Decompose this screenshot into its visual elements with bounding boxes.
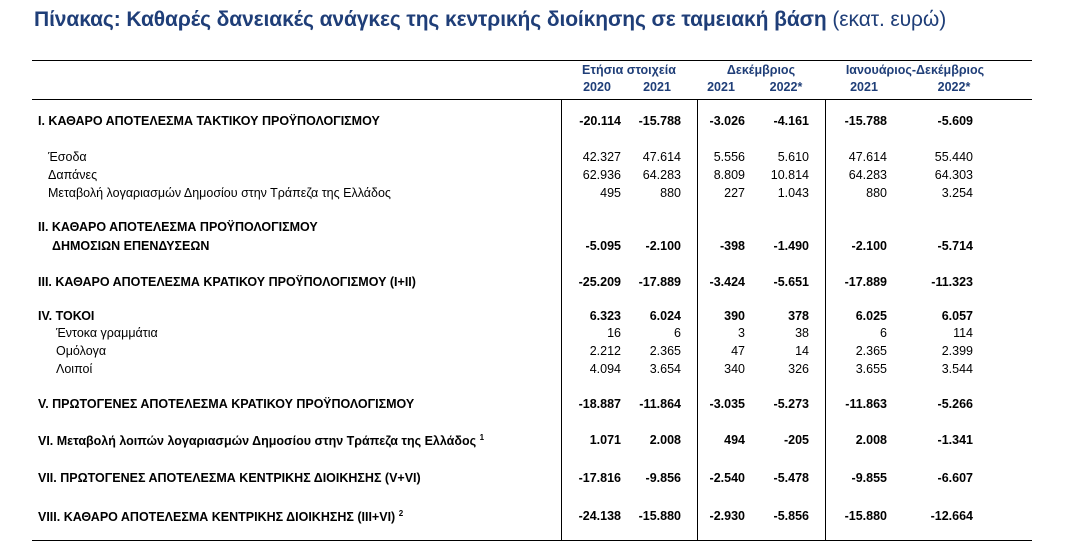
table-top-rule [32,60,1032,61]
table-cell: 2.212 [589,344,621,358]
table-cell: 3.655 [855,362,887,376]
row-label-text: Δαπάνες [48,168,98,182]
row-label [56,344,106,358]
table-row [0,309,1087,327]
table-cell: 5.556 [713,150,745,164]
table-cell: 6 [880,326,887,340]
row-label [38,433,484,448]
title-unit: (εκατ. ευρώ) [832,8,947,31]
footnote-marker: 1 [479,433,485,442]
table-cell: -15.880 [844,509,887,523]
row-label [52,239,209,253]
table-cell: 378 [788,309,809,323]
table-cell: -24.138 [578,509,621,523]
table-cell: 340 [724,362,745,376]
table-cell: 64.303 [934,168,973,182]
table-cell: -5.266 [937,397,973,411]
table-cell: 494 [724,433,745,447]
table-row [0,239,1087,257]
header-year: 2021 [643,80,671,94]
row-label [48,186,391,200]
table-row [0,509,1087,527]
row-label [38,220,318,234]
table-cell: -3.424 [709,275,745,289]
header-bottom-rule [32,99,1032,100]
table-cell: 2.365 [649,344,681,358]
table-cell: -12.664 [930,509,973,523]
table-cell: -15.880 [638,509,681,523]
row-label-text: VII. ΠΡΩΤΟΓΕΝΕΣ ΑΠΟΤΕΛΕΣΜΑ ΚΕΝΤΡΙΚΗΣ ΔΙΟΙΚΗΣΗΣ (V+VI) [38,471,421,485]
table-cell: 2.008 [649,433,681,447]
table-cell: -25.209 [578,275,621,289]
table-cell: 55.440 [934,150,973,164]
table-cell: 1.043 [777,186,809,200]
table-cell: -2.100 [645,239,681,253]
table-cell: 64.283 [642,168,681,182]
table-cell: 6.323 [589,309,621,323]
row-label-text: Μεταβολή λογαριασμών Δημοσίου στην Τράπεζα της Ελλάδος [48,186,391,200]
table-cell: 14 [795,344,809,358]
header-year: 2021 [850,80,878,94]
table-cell: -15.788 [844,114,887,128]
table-cell: -3.035 [709,397,745,411]
table-row [0,114,1087,132]
table-cell: -9.856 [645,471,681,485]
table-cell: 114 [953,326,973,340]
table-row [0,471,1087,489]
table-cell: 42.327 [582,150,621,164]
table-cell: 6.057 [941,309,973,323]
table-cell: 3.654 [649,362,681,376]
row-label-text: Ομόλογα [56,344,107,358]
table-cell: 8.809 [713,168,745,182]
table-cell: 6.025 [855,309,887,323]
title-main: Πίνακας: Καθαρές δανειακές ανάγκες της κεντρικής διοίκησης σε ταμειακή βάση [34,8,827,31]
table-cell: 47 [731,344,745,358]
table-cell: 2.399 [941,344,973,358]
table-cell: -1.490 [773,239,809,253]
table-cell: -15.788 [638,114,681,128]
table-cell: 5.610 [777,150,809,164]
row-label [48,150,87,164]
header-year: 2022* [937,80,971,94]
table-cell: 2.365 [855,344,887,358]
table-cell: 3.254 [941,186,973,200]
table-row [0,220,1087,238]
table-cell: -11.323 [931,275,973,289]
table-cell: 10.814 [770,168,809,182]
row-label-text: VI. Μεταβολή λοιπών λογαριασμών Δημοσίου στην Τράπεζα της Ελλάδος [38,434,477,449]
table-cell: -2.930 [709,509,745,523]
row-label [38,275,416,289]
table-cell: 38 [795,326,809,340]
row-label-text: Έσοδα [48,150,87,164]
row-label [38,309,94,323]
table-cell: 2.008 [855,433,887,447]
table-cell: -20.114 [579,114,621,128]
table-cell: -11.864 [639,397,681,411]
table-cell: -398 [719,239,745,253]
table-bottom-rule [32,540,1032,541]
row-label-text: II. ΚΑΘΑΡΟ ΑΠΟΤΕΛΕΣΜΑ ΠΡΟΫΠΟΛΟΓΙΣΜΟΥ [38,220,318,234]
row-label-text: I. ΚΑΘΑΡΟ ΑΠΟΤΕΛΕΣΜΑ ΤΑΚΤΙΚΟΥ ΠΡΟΫΠΟΛΟΓΙΣΜΟΥ [38,114,380,128]
header-group-annual: Ετήσια στοιχεία [582,63,676,77]
table-row [0,397,1087,415]
table-cell: -4.161 [773,114,809,128]
row-label-text: IV. ΤΟΚΟΙ [38,309,95,323]
header-year: 2020 [583,80,611,94]
table-row [0,433,1087,451]
row-label [38,509,403,524]
table-cell: 880 [660,186,681,200]
table-row [0,275,1087,293]
table-cell: 4.094 [589,362,621,376]
table-row [0,168,1087,186]
table-row [0,344,1087,362]
header-group-jan-dec: Ιανουάριος-Δεκέμβριος [845,63,985,77]
table-cell: -17.816 [578,471,621,485]
page-title [34,8,946,32]
table-cell: 16 [607,326,621,340]
row-label [48,168,97,182]
table-row [0,186,1087,204]
table-cell: 3.544 [941,362,973,376]
row-label-text: III. ΚΑΘΑΡΟ ΑΠΟΤΕΛΕΣΜΑ ΚΡΑΤΙΚΟΥ ΠΡΟΫΠΟΛΟΓΙΣΜΟΥ (I+II) [38,275,416,289]
table-cell: -5.856 [773,509,809,523]
table-cell: 1.071 [589,433,621,447]
table-row [0,150,1087,168]
row-label-text: Έντοκα γραμμάτια [56,326,158,340]
table-cell: -5.609 [937,114,973,128]
header-year: 2021 [707,80,735,94]
table-cell: -1.341 [937,433,973,447]
row-label-text: V. ΠΡΩΤΟΓΕΝΕΣ ΑΠΟΤΕΛΕΣΜΑ ΚΡΑΤΙΚΟΥ ΠΡΟΫΠΟΛΟΓΙΣΜΟΥ [38,397,415,411]
table-cell: -17.889 [638,275,681,289]
row-label [38,471,421,485]
table-cell: -5.095 [585,239,621,253]
table-cell: 6 [674,326,681,340]
table-cell: -2.100 [851,239,887,253]
row-label [56,362,92,376]
table-cell: 390 [724,309,745,323]
row-label [38,114,380,128]
table-cell: 326 [788,362,809,376]
table-cell: -5.651 [773,275,809,289]
table-cell: -2.540 [709,471,745,485]
table-cell: 47.614 [848,150,887,164]
table-cell: 47.614 [642,150,681,164]
table-cell: 3 [738,326,745,340]
table-cell: 62.936 [582,168,621,182]
table-cell: -5.273 [773,397,809,411]
table-cell: 880 [866,186,887,200]
table-cell: 495 [600,186,621,200]
table-cell: -5.478 [773,471,809,485]
header-year: 2022* [769,80,803,94]
table-cell: 64.283 [848,168,887,182]
table-row [0,362,1087,380]
table-cell: -11.863 [845,397,887,411]
row-label-text: Λοιποί [56,362,93,376]
table-cell: -5.714 [937,239,973,253]
table-cell: -205 [783,433,809,447]
table-cell: -3.026 [709,114,745,128]
table-cell: -17.889 [844,275,887,289]
footnote-marker: 2 [398,509,404,518]
table-cell: 227 [724,186,745,200]
table-row [0,326,1087,344]
table-cell: -9.855 [851,471,887,485]
table-cell: 6.024 [649,309,681,323]
table-cell: -18.887 [578,397,621,411]
header-group-december: Δεκέμβριος [726,63,796,77]
row-label [38,397,414,411]
table-cell: -6.607 [937,471,973,485]
row-label-text: ΔΗΜΟΣΙΩΝ ΕΠΕΝΔΥΣΕΩΝ [52,239,210,253]
row-label-text: VIII. ΚΑΘΑΡΟ ΑΠΟΤΕΛΕΣΜΑ ΚΕΝΤΡΙΚΗΣ ΔΙΟΙΚΗΣΗΣ (III+VI) [38,510,396,525]
row-label [56,326,158,340]
